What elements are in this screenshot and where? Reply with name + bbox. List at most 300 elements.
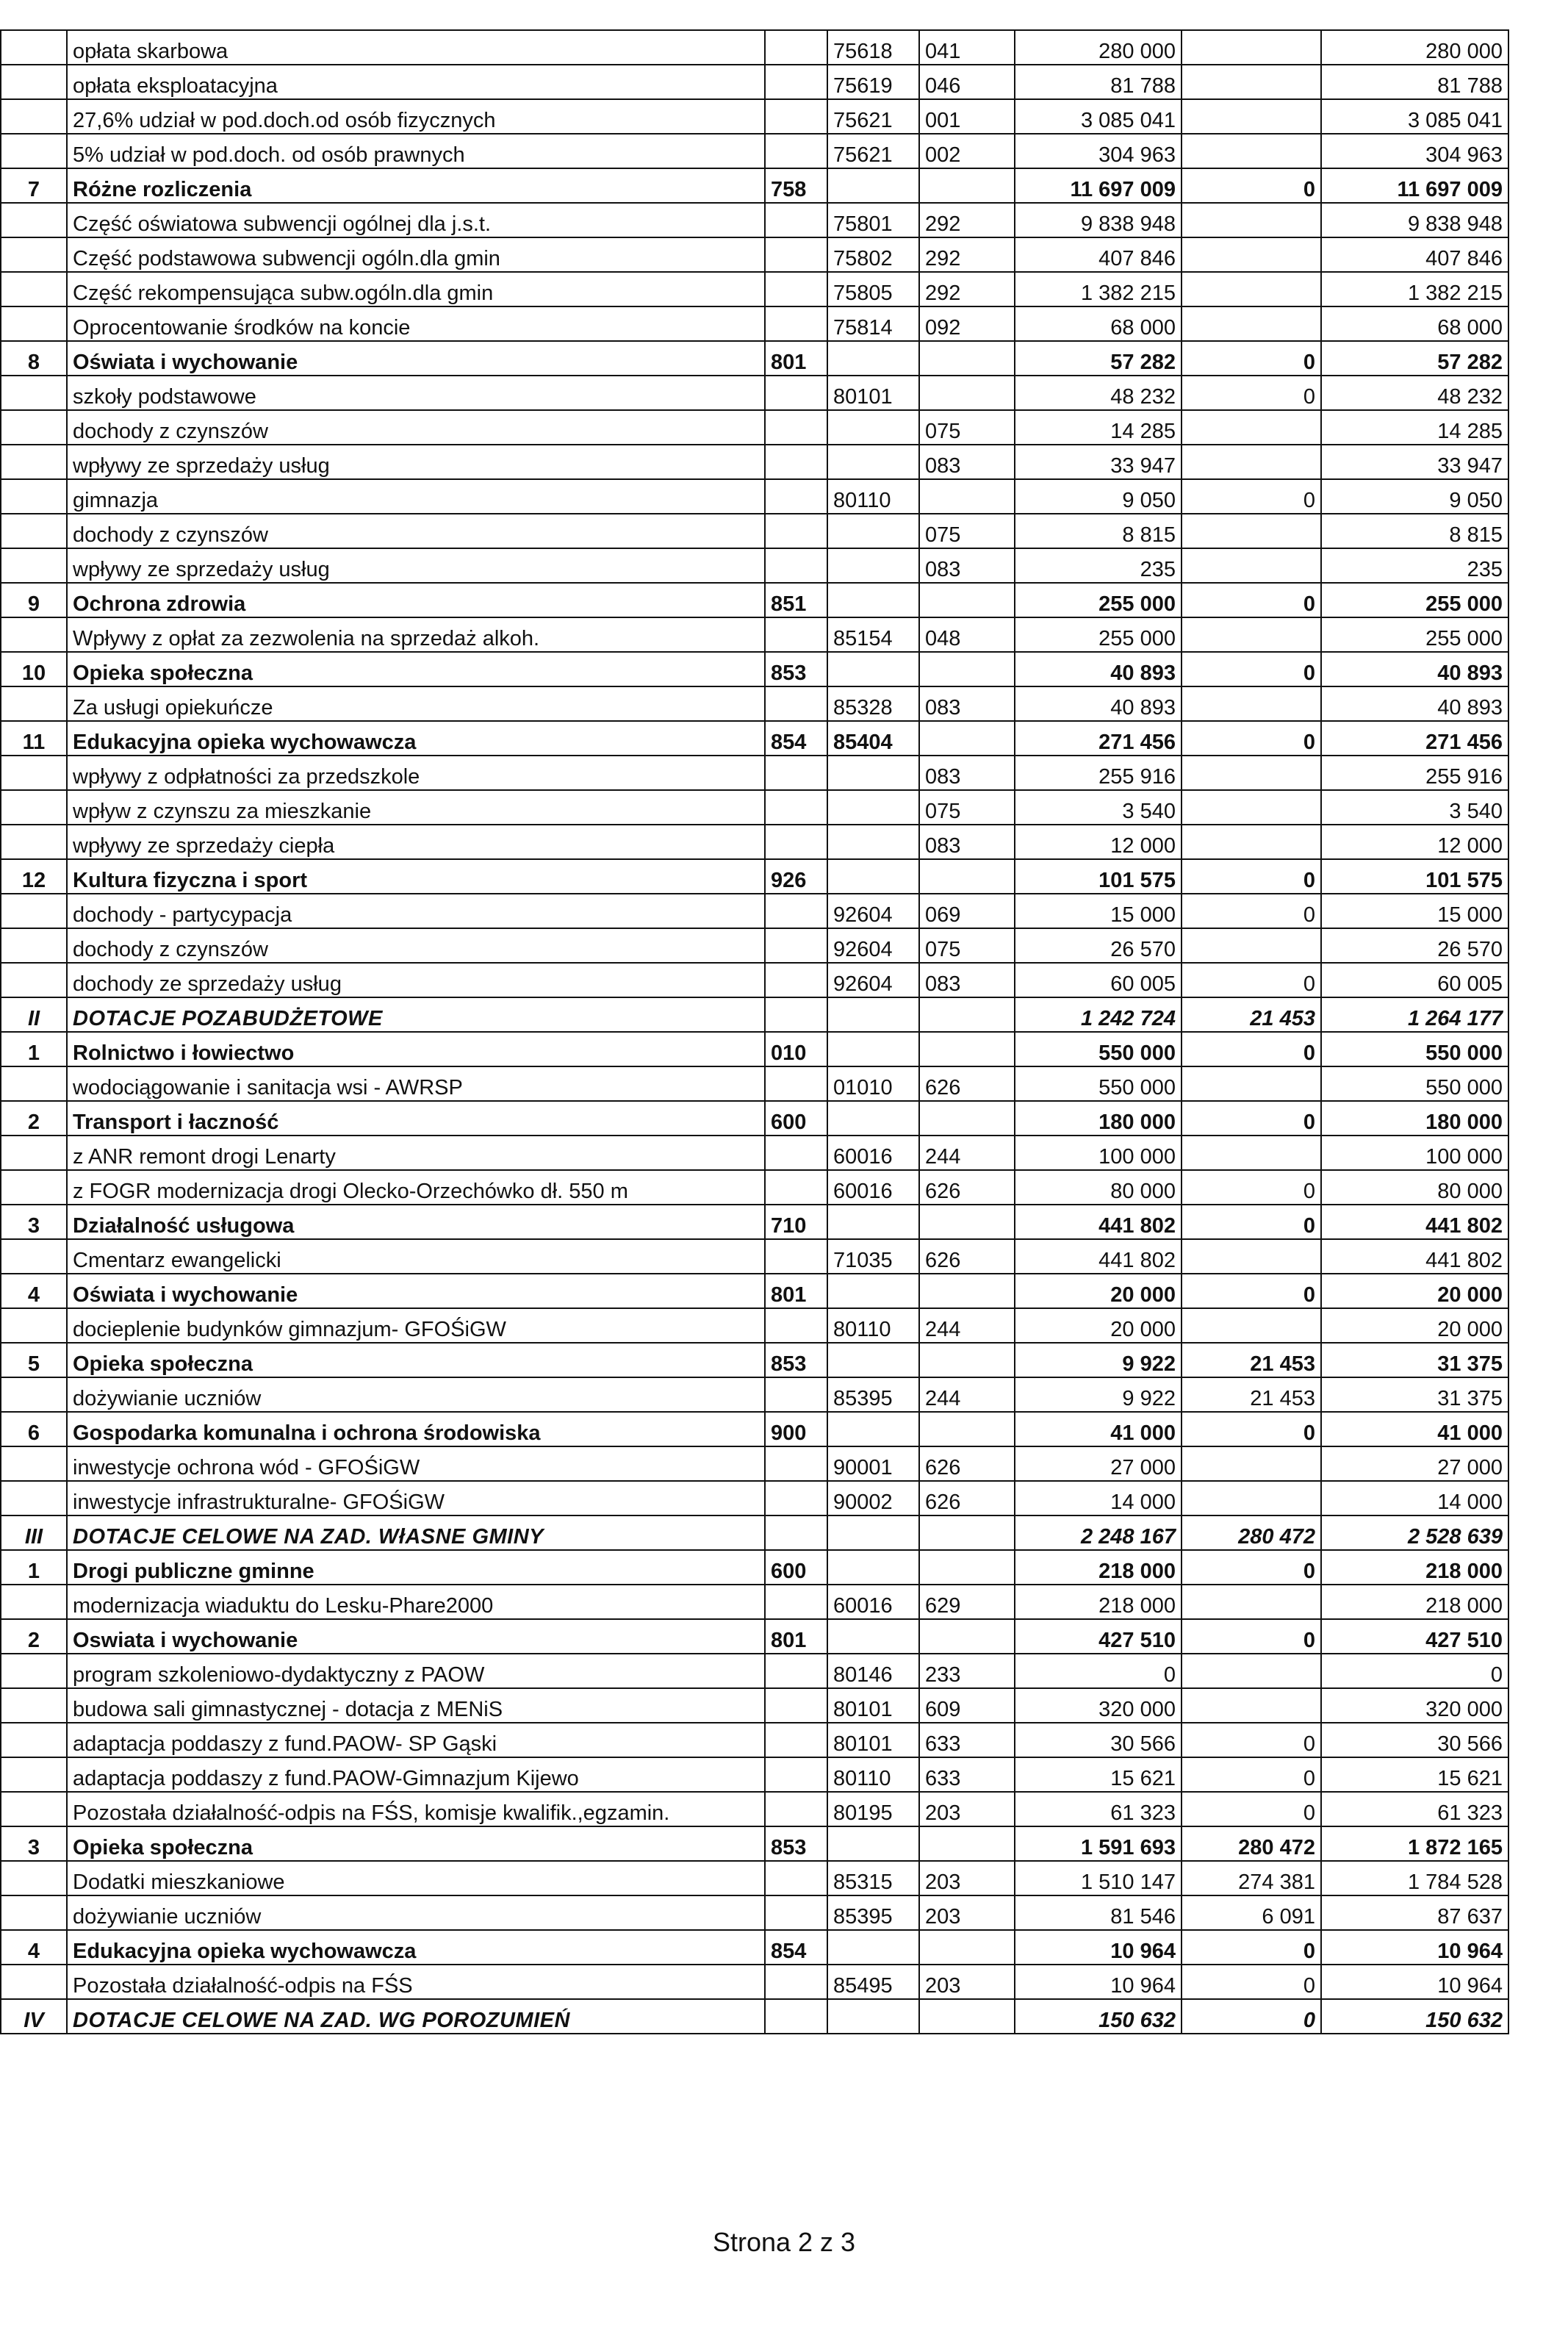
- row-description: Za usługi opiekuńcze: [67, 686, 765, 721]
- row-amount-plan: 255 000: [1015, 617, 1182, 652]
- row-amount-plan: 80 000: [1015, 1170, 1182, 1205]
- row-paragraf: 244: [919, 1377, 1015, 1412]
- row-amount-change: [1182, 686, 1321, 721]
- row-amount-change: [1182, 30, 1321, 65]
- table-row: [1, 756, 1508, 790]
- row-number: [1, 1757, 67, 1792]
- row-rozdzial: 92604: [827, 928, 919, 963]
- row-amount-change: [1182, 272, 1321, 306]
- row-amount-total: 15 621: [1321, 1757, 1508, 1792]
- row-dzial: [765, 790, 827, 825]
- row-amount-total: 87 637: [1321, 1895, 1508, 1930]
- row-paragraf: 203: [919, 1895, 1015, 1930]
- row-description: wpływy ze sprzedaży ciepła: [67, 825, 765, 859]
- table-row: [1, 514, 1508, 548]
- row-amount-plan: 41 000: [1015, 1412, 1182, 1446]
- chapter-row: [1, 652, 1508, 686]
- row-dzial: [765, 1066, 827, 1101]
- chapter-row: [1, 1826, 1508, 1861]
- table-row: [1, 134, 1508, 168]
- section-row: [1, 1515, 1508, 1550]
- row-amount-change: 280 472: [1182, 1515, 1321, 1550]
- row-dzial: [765, 1895, 827, 1930]
- row-dzial: [765, 1688, 827, 1723]
- row-description: Dodatki mieszkaniowe: [67, 1861, 765, 1895]
- row-paragraf: 048: [919, 617, 1015, 652]
- table-row: [1, 1066, 1508, 1101]
- row-amount-total: 80 000: [1321, 1170, 1508, 1205]
- row-rozdzial: 60016: [827, 1136, 919, 1170]
- chapter-row: [1, 168, 1508, 203]
- row-amount-plan: 180 000: [1015, 1101, 1182, 1136]
- row-paragraf: [919, 1550, 1015, 1585]
- row-number: 6: [1, 1412, 67, 1446]
- row-number: [1, 1481, 67, 1515]
- row-dzial: [765, 1308, 827, 1343]
- row-rozdzial: [827, 1274, 919, 1308]
- table-row: [1, 1585, 1508, 1619]
- row-description: inwestycje infrastrukturalne- GFOŚiGW: [67, 1481, 765, 1515]
- row-dzial: 854: [765, 1930, 827, 1965]
- row-description: adaptacja poddaszy z fund.PAOW-Gimnazjum Kijewo: [67, 1757, 765, 1792]
- row-amount-plan: 14 285: [1015, 410, 1182, 445]
- row-paragraf: [919, 1343, 1015, 1377]
- row-amount-total: 280 000: [1321, 30, 1508, 65]
- row-amount-plan: 1 242 724: [1015, 997, 1182, 1032]
- row-number: 10: [1, 652, 67, 686]
- row-amount-total: 1 382 215: [1321, 272, 1508, 306]
- row-description: wpływ z czynszu za mieszkanie: [67, 790, 765, 825]
- row-description: z ANR remont drogi Lenarty: [67, 1136, 765, 1170]
- row-rozdzial: 90001: [827, 1446, 919, 1481]
- row-number: [1, 1965, 67, 1999]
- row-amount-plan: 280 000: [1015, 30, 1182, 65]
- table-row: [1, 376, 1508, 410]
- budget-table-body: [1, 30, 1508, 2034]
- row-description: dożywianie uczniów: [67, 1895, 765, 1930]
- row-paragraf: [919, 168, 1015, 203]
- row-amount-plan: 3 085 041: [1015, 99, 1182, 134]
- row-amount-total: 68 000: [1321, 306, 1508, 341]
- row-rozdzial: [827, 1412, 919, 1446]
- row-amount-plan: 15 000: [1015, 894, 1182, 928]
- row-description: szkoły podstawowe: [67, 376, 765, 410]
- row-dzial: 710: [765, 1205, 827, 1239]
- row-paragraf: 292: [919, 237, 1015, 272]
- row-amount-plan: 441 802: [1015, 1239, 1182, 1274]
- row-amount-total: 101 575: [1321, 859, 1508, 894]
- row-amount-plan: 0: [1015, 1654, 1182, 1688]
- table-row: [1, 1481, 1508, 1515]
- row-number: [1, 99, 67, 134]
- row-amount-change: [1182, 410, 1321, 445]
- row-amount-total: 100 000: [1321, 1136, 1508, 1170]
- row-amount-plan: 235: [1015, 548, 1182, 583]
- row-amount-total: 441 802: [1321, 1239, 1508, 1274]
- row-rozdzial: 80101: [827, 1688, 919, 1723]
- table-row: [1, 65, 1508, 99]
- row-dzial: 851: [765, 583, 827, 617]
- row-paragraf: [919, 479, 1015, 514]
- row-description: dożywianie uczniów: [67, 1377, 765, 1412]
- row-number: III: [1, 1515, 67, 1550]
- row-paragraf: [919, 1999, 1015, 2034]
- row-description: opłata eksploatacyjna: [67, 65, 765, 99]
- row-amount-plan: 81 546: [1015, 1895, 1182, 1930]
- row-number: [1, 894, 67, 928]
- row-rozdzial: 85328: [827, 686, 919, 721]
- row-dzial: [765, 1654, 827, 1688]
- row-rozdzial: [827, 790, 919, 825]
- row-number: 4: [1, 1274, 67, 1308]
- row-number: [1, 1377, 67, 1412]
- row-amount-total: 12 000: [1321, 825, 1508, 859]
- row-amount-total: 15 000: [1321, 894, 1508, 928]
- row-amount-change: 0: [1182, 1792, 1321, 1826]
- row-description: dochody z czynszów: [67, 410, 765, 445]
- table-row: [1, 1377, 1508, 1412]
- row-paragraf: [919, 1032, 1015, 1066]
- row-number: IV: [1, 1999, 67, 2034]
- row-amount-change: [1182, 756, 1321, 790]
- row-amount-change: [1182, 445, 1321, 479]
- row-amount-total: 60 005: [1321, 963, 1508, 997]
- row-dzial: [765, 134, 827, 168]
- row-rozdzial: 60016: [827, 1170, 919, 1205]
- row-description: gimnazja: [67, 479, 765, 514]
- row-amount-total: 30 566: [1321, 1723, 1508, 1757]
- row-amount-total: 8 815: [1321, 514, 1508, 548]
- row-paragraf: 002: [919, 134, 1015, 168]
- row-number: [1, 1861, 67, 1895]
- row-rozdzial: [827, 445, 919, 479]
- row-description: wpływy ze sprzedaży usług: [67, 445, 765, 479]
- row-amount-change: [1182, 99, 1321, 134]
- row-amount-change: 0: [1182, 894, 1321, 928]
- row-paragraf: 626: [919, 1239, 1015, 1274]
- row-number: II: [1, 997, 67, 1032]
- table-row: [1, 1136, 1508, 1170]
- row-amount-change: 0: [1182, 1412, 1321, 1446]
- row-amount-total: 550 000: [1321, 1032, 1508, 1066]
- row-amount-plan: 9 922: [1015, 1377, 1182, 1412]
- row-amount-total: 427 510: [1321, 1619, 1508, 1654]
- row-description: dochody z czynszów: [67, 514, 765, 548]
- row-number: [1, 548, 67, 583]
- row-dzial: [765, 410, 827, 445]
- row-amount-total: 10 964: [1321, 1930, 1508, 1965]
- row-amount-change: 0: [1182, 1032, 1321, 1066]
- table-row: [1, 686, 1508, 721]
- row-description: Edukacyjna opieka wychowawcza: [67, 721, 765, 756]
- row-amount-total: 10 964: [1321, 1965, 1508, 1999]
- row-paragraf: 083: [919, 825, 1015, 859]
- row-dzial: 758: [765, 168, 827, 203]
- row-paragraf: 075: [919, 790, 1015, 825]
- row-dzial: 010: [765, 1032, 827, 1066]
- row-paragraf: 075: [919, 410, 1015, 445]
- row-dzial: 801: [765, 341, 827, 376]
- row-description: DOTACJE POZABUDŻETOWE: [67, 997, 765, 1032]
- row-amount-plan: 550 000: [1015, 1066, 1182, 1101]
- row-rozdzial: [827, 1101, 919, 1136]
- row-description: DOTACJE CELOWE NA ZAD. WłASNE GMINY: [67, 1515, 765, 1550]
- row-rozdzial: 75805: [827, 272, 919, 306]
- row-amount-plan: 14 000: [1015, 1481, 1182, 1515]
- row-description: adaptacja poddaszy z fund.PAOW- SP Gąski: [67, 1723, 765, 1757]
- row-dzial: [765, 997, 827, 1032]
- row-description: budowa sali gimnastycznej - dotacja z MENiS: [67, 1688, 765, 1723]
- row-amount-change: 0: [1182, 1550, 1321, 1585]
- row-rozdzial: 75801: [827, 203, 919, 237]
- row-amount-total: 255 916: [1321, 756, 1508, 790]
- row-amount-change: 21 453: [1182, 1377, 1321, 1412]
- row-amount-plan: 12 000: [1015, 825, 1182, 859]
- row-number: 2: [1, 1101, 67, 1136]
- row-paragraf: [919, 376, 1015, 410]
- row-dzial: [765, 376, 827, 410]
- row-amount-plan: 81 788: [1015, 65, 1182, 99]
- row-amount-change: [1182, 1654, 1321, 1688]
- row-amount-plan: 9 922: [1015, 1343, 1182, 1377]
- row-number: [1, 1446, 67, 1481]
- row-paragraf: [919, 721, 1015, 756]
- row-amount-plan: 255 000: [1015, 583, 1182, 617]
- row-dzial: [765, 1170, 827, 1205]
- row-dzial: [765, 1999, 827, 2034]
- row-amount-plan: 550 000: [1015, 1032, 1182, 1066]
- row-rozdzial: 71035: [827, 1239, 919, 1274]
- row-amount-plan: 8 815: [1015, 514, 1182, 548]
- row-dzial: 853: [765, 652, 827, 686]
- row-dzial: [765, 1585, 827, 1619]
- row-amount-change: [1182, 790, 1321, 825]
- row-rozdzial: 85495: [827, 1965, 919, 1999]
- row-dzial: 900: [765, 1412, 827, 1446]
- table-row: [1, 548, 1508, 583]
- row-amount-plan: 10 964: [1015, 1930, 1182, 1965]
- row-amount-plan: 40 893: [1015, 652, 1182, 686]
- table-row: [1, 306, 1508, 341]
- row-amount-change: 0: [1182, 1205, 1321, 1239]
- row-paragraf: [919, 1619, 1015, 1654]
- row-rozdzial: [827, 168, 919, 203]
- row-rozdzial: [827, 652, 919, 686]
- row-amount-plan: 3 540: [1015, 790, 1182, 825]
- row-paragraf: 001: [919, 99, 1015, 134]
- table-row: [1, 1965, 1508, 1999]
- row-paragraf: 083: [919, 756, 1015, 790]
- row-amount-plan: 427 510: [1015, 1619, 1182, 1654]
- row-amount-plan: 1 382 215: [1015, 272, 1182, 306]
- row-paragraf: 244: [919, 1308, 1015, 1343]
- row-amount-total: 9 838 948: [1321, 203, 1508, 237]
- row-amount-plan: 101 575: [1015, 859, 1182, 894]
- row-description: modernizacja wiaduktu do Lesku-Phare2000: [67, 1585, 765, 1619]
- row-number: 2: [1, 1619, 67, 1654]
- table-row: [1, 894, 1508, 928]
- row-amount-change: 0: [1182, 376, 1321, 410]
- row-paragraf: 203: [919, 1861, 1015, 1895]
- row-amount-plan: 1 510 147: [1015, 1861, 1182, 1895]
- row-rozdzial: 80110: [827, 1308, 919, 1343]
- row-paragraf: 626: [919, 1066, 1015, 1101]
- row-paragraf: 083: [919, 686, 1015, 721]
- row-dzial: [765, 1239, 827, 1274]
- row-dzial: [765, 756, 827, 790]
- row-description: Oswiata i wychowanie: [67, 1619, 765, 1654]
- row-description: Oprocentowanie środków na koncie: [67, 306, 765, 341]
- row-description: inwestycje ochrona wód - GFOŚiGW: [67, 1446, 765, 1481]
- row-amount-total: 81 788: [1321, 65, 1508, 99]
- row-rozdzial: [827, 1515, 919, 1550]
- row-amount-plan: 9 838 948: [1015, 203, 1182, 237]
- table-row: [1, 825, 1508, 859]
- row-rozdzial: 01010: [827, 1066, 919, 1101]
- row-dzial: [765, 617, 827, 652]
- chapter-row: [1, 1205, 1508, 1239]
- row-description: Drogi publiczne gminne: [67, 1550, 765, 1585]
- row-paragraf: 633: [919, 1757, 1015, 1792]
- table-row: [1, 272, 1508, 306]
- row-number: [1, 825, 67, 859]
- row-amount-total: 150 632: [1321, 1999, 1508, 2034]
- row-amount-change: [1182, 825, 1321, 859]
- row-rozdzial: 92604: [827, 963, 919, 997]
- row-amount-change: 0: [1182, 1723, 1321, 1757]
- row-dzial: [765, 306, 827, 341]
- row-dzial: [765, 686, 827, 721]
- row-amount-plan: 320 000: [1015, 1688, 1182, 1723]
- row-paragraf: [919, 1412, 1015, 1446]
- row-amount-plan: 61 323: [1015, 1792, 1182, 1826]
- row-dzial: [765, 1861, 827, 1895]
- row-description: Kultura fizyczna i sport: [67, 859, 765, 894]
- row-amount-change: 0: [1182, 1170, 1321, 1205]
- row-amount-plan: 20 000: [1015, 1308, 1182, 1343]
- row-amount-total: 20 000: [1321, 1308, 1508, 1343]
- row-amount-plan: 20 000: [1015, 1274, 1182, 1308]
- row-number: [1, 272, 67, 306]
- row-amount-total: 271 456: [1321, 721, 1508, 756]
- row-number: [1, 376, 67, 410]
- row-dzial: [765, 928, 827, 963]
- section-row: [1, 1999, 1508, 2034]
- row-description: Część oświatowa subwencji ogólnej dla j.s.t.: [67, 203, 765, 237]
- row-rozdzial: 80110: [827, 1757, 919, 1792]
- row-amount-change: 21 453: [1182, 997, 1321, 1032]
- row-rozdzial: 80195: [827, 1792, 919, 1826]
- row-amount-plan: 40 893: [1015, 686, 1182, 721]
- table-row: [1, 445, 1508, 479]
- row-amount-plan: 271 456: [1015, 721, 1182, 756]
- row-rozdzial: [827, 1930, 919, 1965]
- row-amount-plan: 407 846: [1015, 237, 1182, 272]
- row-paragraf: [919, 1274, 1015, 1308]
- row-rozdzial: 85395: [827, 1895, 919, 1930]
- table-row: [1, 790, 1508, 825]
- row-amount-total: 218 000: [1321, 1585, 1508, 1619]
- row-description: Ochrona zdrowia: [67, 583, 765, 617]
- row-dzial: [765, 1377, 827, 1412]
- chapter-row: [1, 859, 1508, 894]
- row-amount-total: 40 893: [1321, 652, 1508, 686]
- row-amount-change: 0: [1182, 1757, 1321, 1792]
- row-amount-total: 180 000: [1321, 1101, 1508, 1136]
- table-row: [1, 99, 1508, 134]
- row-rozdzial: [827, 410, 919, 445]
- row-rozdzial: 90002: [827, 1481, 919, 1515]
- row-number: 1: [1, 1032, 67, 1066]
- row-paragraf: 075: [919, 928, 1015, 963]
- chapter-row: [1, 583, 1508, 617]
- row-number: [1, 617, 67, 652]
- row-number: [1, 65, 67, 99]
- row-dzial: [765, 1723, 827, 1757]
- row-dzial: [765, 1136, 827, 1170]
- row-rozdzial: 85315: [827, 1861, 919, 1895]
- row-amount-plan: 27 000: [1015, 1446, 1182, 1481]
- row-description: Rolnictwo i łowiectwo: [67, 1032, 765, 1066]
- row-amount-total: 1 264 177: [1321, 997, 1508, 1032]
- row-rozdzial: [827, 341, 919, 376]
- row-amount-change: [1182, 1136, 1321, 1170]
- row-amount-change: 0: [1182, 963, 1321, 997]
- row-amount-total: 31 375: [1321, 1377, 1508, 1412]
- row-description: opłata skarbowa: [67, 30, 765, 65]
- row-description: Działalność usługowa: [67, 1205, 765, 1239]
- row-number: [1, 1066, 67, 1101]
- row-number: 3: [1, 1205, 67, 1239]
- row-amount-change: [1182, 928, 1321, 963]
- row-number: [1, 1170, 67, 1205]
- row-number: [1, 203, 67, 237]
- row-amount-total: 255 000: [1321, 617, 1508, 652]
- row-amount-total: 41 000: [1321, 1412, 1508, 1446]
- row-dzial: 801: [765, 1274, 827, 1308]
- row-amount-total: 14 285: [1321, 410, 1508, 445]
- budget-table: [0, 29, 1509, 2034]
- row-amount-plan: 441 802: [1015, 1205, 1182, 1239]
- row-paragraf: 629: [919, 1585, 1015, 1619]
- row-amount-change: 0: [1182, 583, 1321, 617]
- row-dzial: 926: [765, 859, 827, 894]
- row-amount-total: 304 963: [1321, 134, 1508, 168]
- row-amount-total: 3 085 041: [1321, 99, 1508, 134]
- row-amount-plan: 218 000: [1015, 1585, 1182, 1619]
- row-amount-total: 3 540: [1321, 790, 1508, 825]
- table-row: [1, 1170, 1508, 1205]
- row-paragraf: 046: [919, 65, 1015, 99]
- row-description: Opieka społeczna: [67, 1343, 765, 1377]
- row-amount-plan: 68 000: [1015, 306, 1182, 341]
- chapter-row: [1, 1101, 1508, 1136]
- row-paragraf: [919, 1930, 1015, 1965]
- row-description: docieplenie budynków gimnazjum- GFOŚiGW: [67, 1308, 765, 1343]
- row-description: dochody - partycypacja: [67, 894, 765, 928]
- table-row: [1, 1861, 1508, 1895]
- row-description: Gospodarka komunalna i ochrona środowiska: [67, 1412, 765, 1446]
- row-rozdzial: [827, 583, 919, 617]
- row-amount-plan: 2 248 167: [1015, 1515, 1182, 1550]
- row-number: 9: [1, 583, 67, 617]
- row-paragraf: 233: [919, 1654, 1015, 1688]
- row-amount-change: 0: [1182, 341, 1321, 376]
- row-amount-plan: 255 916: [1015, 756, 1182, 790]
- row-paragraf: 626: [919, 1446, 1015, 1481]
- table-row: [1, 1757, 1508, 1792]
- row-paragraf: 292: [919, 203, 1015, 237]
